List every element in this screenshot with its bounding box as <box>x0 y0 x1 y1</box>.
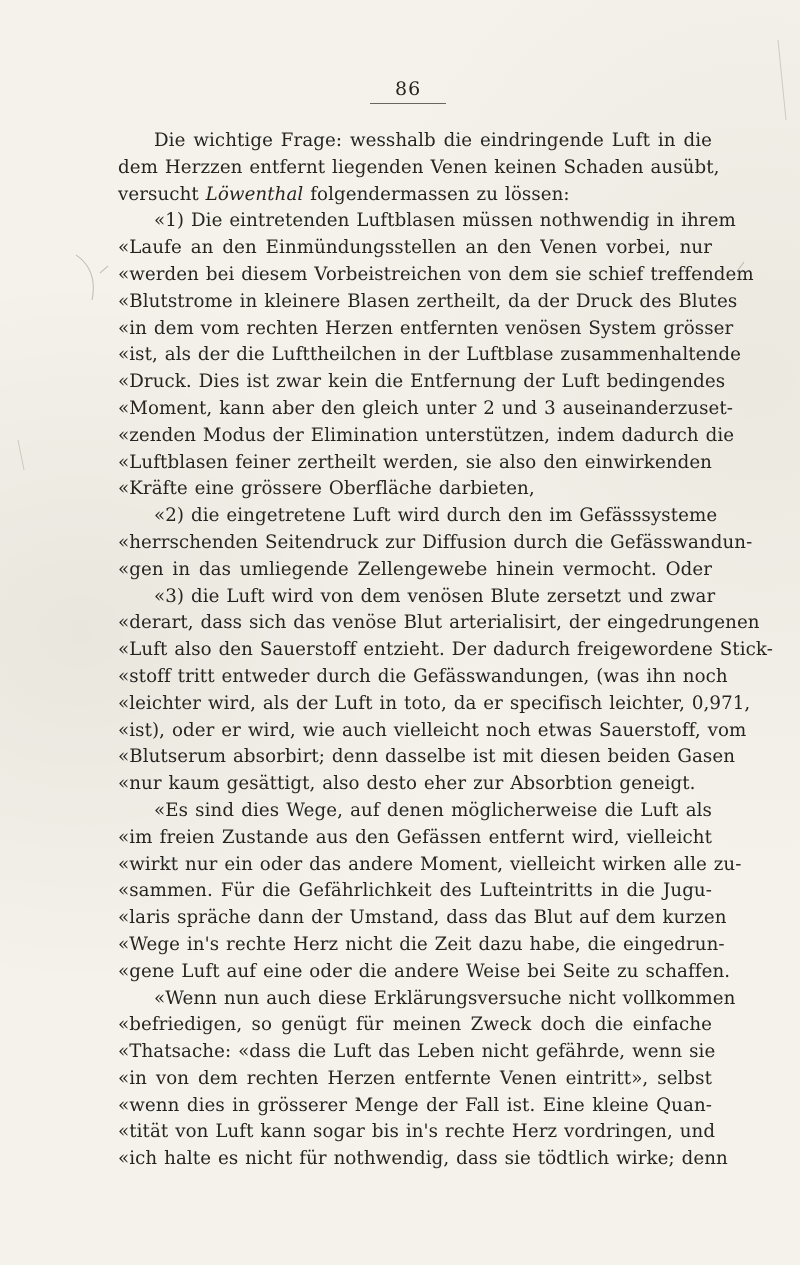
text-line: «herrschenden Seitendruck zur Diffusion durch die Gefässwandun- <box>118 531 753 553</box>
text-line: «Kräfte eine grössere Oberfläche darbieten, <box>118 478 535 500</box>
text-line: dem Herzzen entfernt liegenden Venen keinen Schaden ausübt, <box>118 156 720 178</box>
pencil-mark <box>76 255 93 300</box>
text-line: «zenden Modus der Elimination unterstützen, indem dadurch die <box>118 424 735 446</box>
text-line: «ist), oder er wird, wie auch vielleicht noch etwas Sauerstoff, vom <box>118 719 747 741</box>
text-line: «gene Luft auf eine oder die andere Weise bei Seite zu schaffen. <box>118 960 731 982</box>
text-line <box>118 182 712 209</box>
text-line: «sammen. Für die Gefährlichkeit des Lufteintritts in die Jugu- <box>118 880 712 902</box>
text-line: «Blutstrome in kleinere Blasen zertheilt, da der Druck des Blutes <box>118 290 738 312</box>
text-line: «Thatsache: «dass die Luft das Leben nicht gefährde, wenn sie <box>118 1041 716 1063</box>
text-line: «wenn dies in grösserer Menge der Fall ist. Eine kleine Quan- <box>118 1094 712 1116</box>
text-line: «Wenn nun auch diese Erklärungsversuche nicht vollkommen <box>154 987 736 1009</box>
text-line: «Luft also den Sauerstoff entzieht. Der dadurch freigewordene Stick- <box>118 639 773 661</box>
pencil-mark <box>100 266 108 273</box>
text-line: «werden bei diesem Vorbeistreichen von dem sie schief treffendem <box>118 263 754 285</box>
pencil-mark <box>18 440 24 470</box>
text-line: «Druck. Dies ist zwar kein die Entfernung der Luft bedingendes <box>118 371 726 393</box>
text-line: «2) die eingetretene Luft wird durch den im Gefässsysteme <box>154 505 718 527</box>
text-line: «in von dem rechten Herzen entfernte Venen eintritt», selbst <box>118 1067 712 1089</box>
text-line: «wirkt nur ein oder das andere Moment, vielleicht wirken alle zu- <box>118 853 742 875</box>
text-line: «ich halte es nicht für nothwendig, dass sie tödtlich wirke; denn <box>118 1148 728 1170</box>
text-line: «in dem vom rechten Herzen entfernten venösen System grösser <box>118 317 734 339</box>
text-line: «im freien Zustande aus den Gefässen entfernt wird, vielleicht <box>118 826 712 848</box>
text-line: «laris spräche dann der Umstand, dass das Blut auf dem kurzen <box>118 907 727 929</box>
body-text <box>118 128 773 1173</box>
text-line: «1) Die eintretenden Luftblasen müssen nothwendig in ihrem <box>154 210 736 232</box>
text-line: «leichter wird, als der Luft in toto, da er specifisch leichter, 0,971, <box>118 692 751 714</box>
text-line: «Moment, kann aber den gleich unter 2 und 3 auseinanderzuset- <box>118 397 734 419</box>
text-line: «ist, als der die Lufttheilchen in der Luftblase zusammenhaltende <box>118 344 741 366</box>
text-line: «befriedigen, so genügt für meinen Zweck doch die einfache <box>118 1014 712 1036</box>
text-fragment: folgendermassen zu lössen: <box>303 183 570 205</box>
page-number-rule <box>370 103 446 104</box>
text-line: «Luftblasen feiner zertheilt werden, sie also den einwirkenden <box>118 451 712 473</box>
text-line: «tität von Luft kann sogar bis in's rechte Herz vordringen, und <box>118 1121 716 1143</box>
text-fragment: versucht <box>118 183 206 205</box>
text-line: «Laufe an den Einmündungsstellen an den Venen vorbei, nur <box>118 237 712 259</box>
author-name: Löwenthal <box>205 183 304 205</box>
text-line: «3) die Luft wird von dem venösen Blute zersetzt und zwar <box>154 585 716 607</box>
text-line: «derart, dass sich das venöse Blut arterialisirt, der eingedrungenen <box>118 612 760 634</box>
pencil-mark <box>778 40 786 120</box>
page-number: 86 <box>395 78 422 100</box>
text-line: «Wege in's rechte Herz nicht die Zeit dazu habe, die eingedrun- <box>118 933 725 955</box>
text-line: «Blutserum absorbirt; denn dasselbe ist mit diesen beiden Gasen <box>118 746 736 768</box>
text-line: «Es sind dies Wege, auf denen möglicherweise die Luft als <box>154 799 712 821</box>
text-line: Die wichtige Frage: wesshalb die eindringende Luft in die <box>154 130 712 151</box>
text-line: «nur kaum gesättigt, also desto eher zur Absorbtion geneigt. <box>118 773 696 795</box>
text-line: «stoff tritt entweder durch die Gefässwandungen, (was ihn noch <box>118 665 728 687</box>
text-line: «gen in das umliegende Zellengewebe hinein vermocht. Oder <box>118 558 712 580</box>
